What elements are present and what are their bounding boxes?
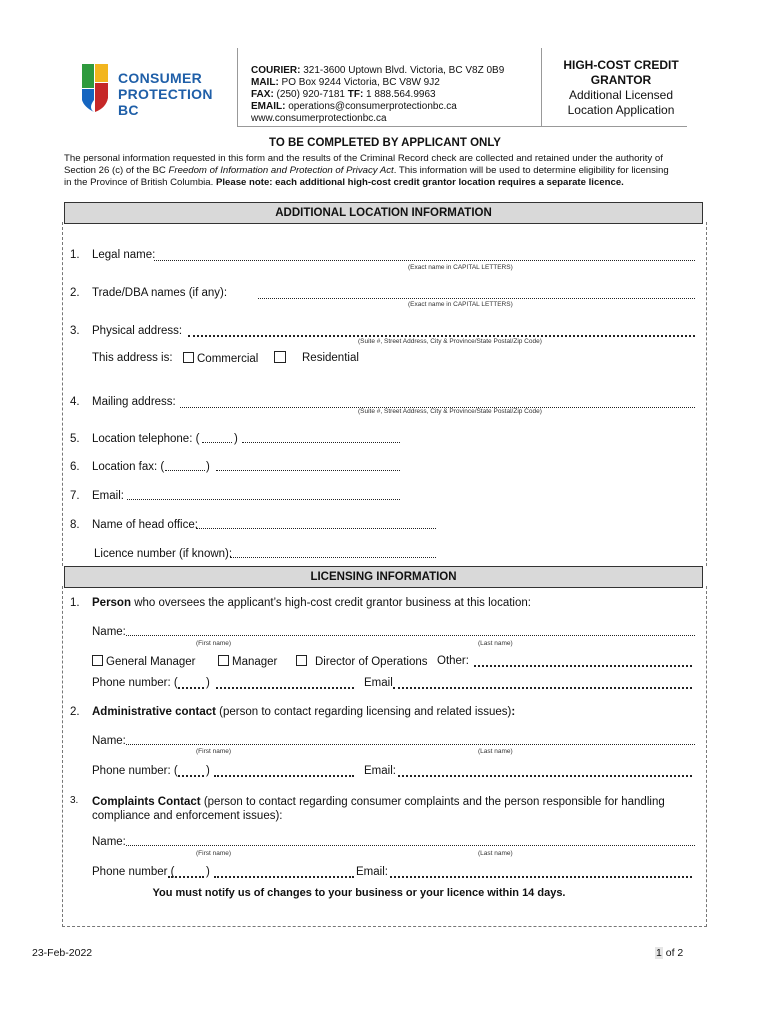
q5-close: )	[234, 433, 238, 445]
p1-first-hint: (First name)	[196, 640, 232, 647]
q8-num: 8.	[70, 519, 80, 531]
notice-heading: TO BE COMPLETED BY APPLICANT ONLY	[269, 137, 501, 149]
q8-label: Name of head office:	[92, 519, 198, 531]
q1-num: 1.	[70, 249, 80, 261]
p1-phone-label: Phone number: (	[92, 677, 178, 689]
general-manager-checkbox[interactable]	[92, 655, 103, 666]
manager-checkbox[interactable]	[218, 655, 229, 666]
director-checkbox[interactable]	[296, 655, 307, 666]
q7-label: Email:	[92, 490, 124, 502]
q4-num: 4.	[70, 396, 80, 408]
header-divider-left	[237, 48, 238, 126]
commercial-checkbox[interactable]	[183, 352, 194, 363]
q1-hint: (Exact name in CAPITAL LETTERS)	[408, 264, 513, 271]
p3-name-label: Name:	[92, 836, 126, 848]
header-bottom-rule	[237, 126, 687, 127]
footer-date: 23-Feb-2022	[32, 947, 93, 959]
notify-text: You must notify us of changes to your business or your licence within 14 days.	[152, 887, 566, 899]
q3-num: 3.	[70, 325, 80, 337]
fax-number-field[interactable]	[216, 461, 400, 471]
p2-email-label: Email:	[364, 765, 396, 777]
p2-phone-label: Phone number: (	[92, 765, 178, 777]
q4-hint: (Suite #, Street Address, City & Province/State Postal/Zip Code)	[358, 408, 542, 415]
form-title: HIGH-COST CREDIT GRANTOR Additional Licensed Location Application	[563, 58, 679, 117]
p3-text: Complaints Contact (person to contact regarding consumer complaints and the person responsible for handling compliance and enforcement issues):	[92, 796, 665, 822]
q5-num: 5.	[70, 433, 80, 445]
q3-label: Physical address:	[92, 325, 183, 337]
legal-name-field[interactable]	[154, 249, 695, 261]
p2-text: Administrative contact (person to contact regarding licensing and related issues):	[92, 706, 516, 718]
licence-label: Licence number (if known):	[94, 548, 233, 560]
q6-num: 6.	[70, 461, 80, 473]
other-field[interactable]	[474, 654, 692, 667]
p3-email-label: Email:	[356, 866, 388, 878]
q2-num: 2.	[70, 287, 80, 299]
trade-name-field[interactable]	[258, 287, 695, 299]
p3-email-field[interactable]	[390, 865, 692, 878]
section1-frame	[62, 222, 707, 566]
residential-label: Residential	[302, 352, 359, 364]
telephone-number-field[interactable]	[242, 433, 400, 443]
page-indicator: 1 of 2	[656, 947, 684, 959]
p1-phone-field[interactable]	[216, 676, 354, 689]
page-number: 1	[656, 947, 662, 959]
physical-address-field[interactable]	[188, 324, 695, 337]
q6-label: Location fax: (	[92, 461, 165, 473]
p2-phone-area-field[interactable]	[178, 764, 204, 777]
p1-phone-area-field[interactable]	[178, 676, 204, 689]
section-header-licensing: LICENSING INFORMATION	[64, 566, 703, 588]
p3-phone-close: )	[206, 866, 210, 878]
p2-num: 2.	[70, 706, 80, 718]
logo-line2: PROTECTION BC	[118, 86, 213, 118]
p3-first-hint: (First name)	[196, 850, 232, 857]
q2-label: Trade/DBA names (if any):	[92, 287, 228, 299]
p2-first-hint: (First name)	[196, 748, 232, 755]
p3-last-hint: (Last name)	[478, 850, 513, 857]
p3-num: 3.	[70, 795, 79, 806]
section-header-location: ADDITIONAL LOCATION INFORMATION	[64, 202, 703, 224]
head-office-field[interactable]	[196, 519, 436, 529]
q7-num: 7.	[70, 490, 80, 502]
header-divider-right	[541, 48, 542, 126]
q6-close: )	[206, 461, 210, 473]
p2-phone-field[interactable]	[214, 764, 354, 777]
p2-email-field[interactable]	[398, 764, 692, 777]
p1-text: Person who oversees the applicant’s high-cost credit grantor business at this location:	[92, 597, 531, 609]
email-field[interactable]	[127, 490, 400, 500]
general-manager-option[interactable]: General Manager	[92, 655, 196, 668]
q1-label: Legal name:	[92, 249, 156, 261]
p1-name-field[interactable]	[126, 626, 695, 636]
contact-block: COURIER: 321-3600 Uptown Blvd. Victoria, BC V8Z 0B9 MAIL: PO Box 9244 Victoria, BC V8W 9J2 FAX: (250) 920-7181 TF: 1 888.564.9963 EMAIL: operations@consumerprotectionbc.ca www.consumerprotectionbc.ca	[251, 65, 541, 125]
mailing-address-field[interactable]	[180, 396, 695, 408]
licence-number-field[interactable]	[230, 548, 436, 558]
website-link[interactable]: www.consumerprotectionbc.ca	[251, 113, 387, 124]
telephone-area-field[interactable]	[202, 433, 232, 443]
q2-hint: (Exact name in CAPITAL LETTERS)	[408, 301, 513, 308]
p2-last-hint: (Last name)	[478, 748, 513, 755]
residential-checkbox[interactable]	[274, 351, 286, 363]
intro-text: The personal information requested in this form and the results of the Criminal Record check are collected and retained under the authority of Section 26 (c) of the BC Freedom of Information and Protection of Privacy Act. This information will be used to determine eligibility for licensing in the Province of British Columbia. Please note: each additional high-cost credit grantor location requires a separate licence.	[64, 153, 669, 188]
logo-line1: CONSUMER	[118, 70, 203, 86]
director-option[interactable]: Director of Operations	[296, 655, 428, 668]
p3-phone-label: Phone number (	[92, 866, 175, 878]
q5-label: Location telephone: (	[92, 433, 200, 445]
other-label: Other:	[437, 655, 469, 667]
p3-phone-field[interactable]	[214, 865, 354, 878]
p3-name-field[interactable]	[126, 836, 695, 846]
p3-phone-area-field[interactable]	[168, 865, 204, 878]
shield-logo-icon	[80, 62, 110, 114]
logo	[80, 62, 230, 118]
fax-area-field[interactable]	[165, 461, 205, 471]
p2-name-label: Name:	[92, 735, 126, 747]
p1-last-hint: (Last name)	[478, 640, 513, 647]
q3-hint: (Suite #, Street Address, City & Province/State Postal/Zip Code)	[358, 338, 542, 345]
p2-phone-close: )	[206, 765, 210, 777]
q4-label: Mailing address:	[92, 396, 176, 408]
manager-option[interactable]: Manager	[218, 655, 277, 668]
p1-email-label: Email	[364, 677, 393, 689]
p2-name-field[interactable]	[126, 735, 695, 745]
address-type-label: This address is:	[92, 352, 173, 364]
p1-phone-close: )	[206, 677, 210, 689]
p1-num: 1.	[70, 597, 80, 609]
p1-name-label: Name:	[92, 626, 126, 638]
commercial-option[interactable]: Commercial	[183, 352, 258, 365]
p1-email-field[interactable]	[393, 676, 692, 689]
